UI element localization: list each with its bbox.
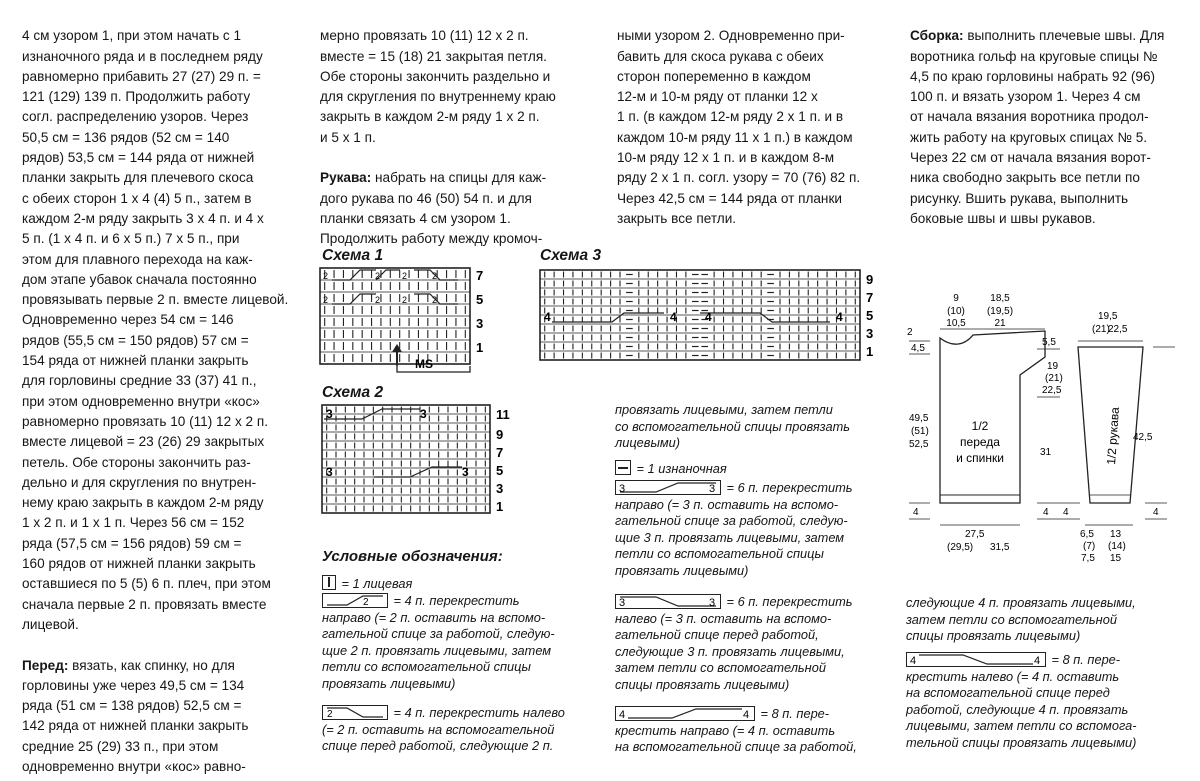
svg-text:13: 13 [1110, 529, 1122, 540]
scheme-2-row-1: 1 [496, 499, 504, 514]
svg-text:3: 3 [462, 465, 469, 479]
body-label-front: переда [960, 435, 1000, 449]
svg-text:22,5: 22,5 [1108, 324, 1128, 335]
scheme-2-row-3: 3 [496, 481, 504, 496]
text-column-2 [320, 6, 590, 250]
svg-text:2: 2 [432, 271, 438, 281]
cable-4-left-icon [322, 705, 388, 720]
legend-cross-4-left: 2 = 4 п. перекрестить налево (= 2 п. оставить на вспомогательной спице перед работой, следующие 2 п. [322, 705, 565, 754]
purl-symbol-icon [615, 460, 631, 475]
sleeves-instructions: набрать на спицы для каж- дого рукава по 46 (50) 54 п. и для планки связать 4 см узором 1. Продолжить работу между кромоч- [320, 170, 547, 247]
svg-text:(29,5): (29,5) [947, 542, 974, 553]
front-heading: Перед: [22, 657, 69, 673]
legend-cross-4-left-cont: провязать лицевыми, затем петли со вспомогательной спицы провязать лицевыми) [615, 402, 850, 451]
text-column-1 [22, 6, 304, 777]
svg-text:10,5: 10,5 [946, 318, 966, 329]
scheme-3-row-7: 7 [866, 290, 874, 305]
svg-text:15: 15 [1110, 553, 1122, 564]
scheme-2-row-11: 11 [496, 407, 510, 422]
svg-text:7,5: 7,5 [1081, 553, 1095, 564]
scheme-3-row-3: 3 [866, 326, 874, 341]
scheme-2-row-7: 7 [496, 445, 504, 460]
svg-text:3: 3 [619, 483, 626, 495]
front-continuation: мерно провязать 10 (11) 12 х 2 п. вместе = 15 (18) 21 закрытая петля. Обе стороны закончить раздельно и для скругления по внутреннему краю закрыть в каждом 2-м ряду 1 х 2 п. и 5 х 1 п. [320, 28, 556, 145]
scheme-3-row-1: 1 [866, 344, 874, 359]
svg-text:(19,5): (19,5) [986, 306, 1014, 317]
svg-text:(21): (21) [1045, 373, 1063, 384]
scheme-3-chart [540, 270, 885, 365]
legend-cross-6-right: 3 3 = 6 п. перекрестить направо (= 3 п. оставить на вспомо- гательной спице за работой, следую- щие 3 п. провязать лицевыми, затем петли со вспомогательной спицы провязать лицевыми) [615, 480, 853, 578]
svg-text:(51): (51) [911, 426, 929, 437]
svg-text:3: 3 [709, 483, 716, 495]
scheme-2-row-9: 9 [496, 427, 504, 442]
cable-8-left-icon [906, 652, 1046, 667]
scheme-2-chart [322, 405, 522, 520]
svg-text:31: 31 [1040, 447, 1052, 458]
scheme-1-row-3: 3 [476, 316, 484, 331]
svg-text:2: 2 [432, 295, 438, 305]
svg-text:6,5: 6,5 [1080, 529, 1094, 540]
svg-text:(7): (7) [1083, 541, 1096, 552]
legend-cross-4-right: 2 = 4 п. перекрестить направо (= 2 п. оставить на вспомо- гательной спице за работой, следую- щие 2 п. провязать лицевыми, затем петли со вспомогательной спицы провязать лицевыми) [322, 593, 555, 691]
svg-text:(21): (21) [1092, 324, 1110, 335]
svg-text:3: 3 [619, 597, 626, 609]
svg-text:4: 4 [910, 655, 917, 667]
sleeves-heading: Рукава: [320, 170, 372, 186]
front-instructions: вязать, как спинку, но для горловины уже через 49,5 см = 134 ряда (51 см = 138 рядов) 52,5 см = 142 ряда от нижней планки закрыть средние 25 (29) 33 п., при этом одновременно внутри «кос» равно- [22, 657, 249, 774]
knit-symbol-icon [322, 575, 336, 590]
sleeve-label: 1/2 рукава [1104, 406, 1123, 466]
assembly-heading: Сборка: [910, 28, 964, 44]
legend-cross-8-left: 4 4 = 8 п. пере- крестить налево (= 4 п. оставить на вспомогательной спице перед работой, следующие 4 п. провязать лицевыми, затем петли со вспомога- тельной спицы провязать лицевыми) [906, 652, 1137, 750]
scheme-1-row-1: 1 [476, 340, 484, 355]
scheme-3-row-9: 9 [866, 272, 874, 287]
svg-text:4: 4 [836, 310, 843, 324]
svg-text:42,5: 42,5 [1133, 432, 1153, 443]
svg-text:52,5: 52,5 [909, 439, 929, 450]
arrow-up-icon [392, 344, 402, 352]
back-instructions: 4 см узором 1, при этом начать с 1 изнаночного ряда и в последнем ряду равномерно прибавить 27 (27) 29 п. = 121 (129) 139 п. Продолжить работу согл. распределению узоров. Через 50,5 см = 136 рядов (52 см = 140 рядов) 53,5 см = 144 ряда от нижней планки закрыть для плечевого скоса с обеих сторон 1 х 4 (4) 5 п., затем в каждом 2-м ряду закрыть 3 х 4 п. и 4 х 5 п. (1 х 4 п. и 6 х 5 п.) 7 х 5 п., при этом для плавного перехода на каж- дом этапе убавок сначала постоянно провязывать первые 2 п. вместе лицевой. Одновременно через 54 см = 146 рядов (55,5 см = 150 рядов) 57 см = 154 ряда от нижней планки закрыть для горловины средние 33 (37) 41 п., при этом одновременно внутри «кос» равномерно провязать 10 (11) 12 х 2 п. вместе лицевой = 23 (26) 29 закрытых петель. Обе стороны закончить раз- дельно и для скругления по внутрен- нему краю закрыть в каждом 2-м ряду 1 х 2 п. и 1 х 1 п. Через 56 см = 152 ряда (57,5 см = 156 рядов) 59 см = 160 рядов от нижней планки закрыть оставшиеся по 5 (5) 6 п. плеч, при этом сначала первые 2 п. провязать вместе лицевой. [22, 28, 289, 632]
cable-4-right-icon [322, 593, 388, 608]
svg-text:22,5: 22,5 [1042, 385, 1062, 396]
svg-text:4: 4 [913, 507, 919, 518]
legend-knit: = 1 лицевая [322, 575, 592, 593]
legend-cross-8-right: 4 4 = 8 п. пере- крестить направо (= 4 п. оставить на вспомогательной спице за работой, [615, 706, 857, 755]
cable-6-left-icon [615, 594, 721, 609]
svg-text:18,5: 18,5 [990, 293, 1010, 304]
svg-text:2: 2 [323, 271, 329, 281]
scheme-1-chart [320, 268, 510, 378]
text-column-3 [617, 6, 887, 229]
svg-text:4: 4 [670, 310, 677, 324]
svg-text:3: 3 [326, 465, 333, 479]
text-column-4 [910, 6, 1182, 229]
svg-text:4: 4 [1043, 507, 1049, 518]
cable-6-right-icon [615, 480, 721, 495]
svg-text:4: 4 [1063, 507, 1069, 518]
legend-purl: = 1 изнаночная [615, 460, 890, 478]
svg-text:2: 2 [327, 709, 333, 720]
svg-text:2: 2 [363, 597, 369, 608]
legend-cross-8-right-cont: следующие 4 п. провязать лицевыми, затем петли со вспомогательной спицы провязать лицевыми) [906, 595, 1136, 644]
svg-text:4: 4 [1034, 655, 1041, 667]
svg-text:(14): (14) [1108, 541, 1126, 552]
cable-8-right-icon [615, 706, 755, 721]
svg-text:3: 3 [709, 597, 716, 609]
svg-text:19,5: 19,5 [1098, 311, 1118, 322]
legend-cross-6-left: 3 3 = 6 п. перекрестить налево (= 3 п. оставить на вспомо- гательной спице перед работой, следующие 3 п. провязать лицевыми, затем петли со вспомогательной спицы провязать лицевыми) [615, 594, 853, 692]
svg-text:4: 4 [619, 709, 626, 721]
svg-text:27,5: 27,5 [965, 529, 985, 540]
svg-text:4: 4 [743, 709, 750, 721]
svg-text:19: 19 [1047, 361, 1059, 372]
svg-text:2: 2 [402, 271, 408, 281]
svg-text:4: 4 [705, 310, 712, 324]
svg-text:9: 9 [953, 293, 959, 304]
svg-text:4: 4 [1153, 507, 1159, 518]
scheme-2-title: Схема 2 [322, 384, 384, 401]
scheme-3-title: Схема 3 [540, 247, 602, 264]
sleeves-continuation: ными узором 2. Одновременно при- бавить для скоса рукава с обеих сторон попеременно в каждом 12-м и 10-м ряду от планки 12 х 1 п. (в каждом 12-м ряду 2 х 1 п. и в каждом 10-м ряду 11 х 1 п.) в каждом 10-м ряду 12 х 1 п. и в каждом 8-м ряду 2 х 1 п. согл. узору = 70 (76) 82 п. Через 42,5 см = 144 ряда от планки закрыть все петли. [617, 28, 861, 226]
svg-text:21: 21 [994, 318, 1006, 329]
svg-text:31,5: 31,5 [990, 542, 1010, 553]
scheme-1-row-7: 7 [476, 268, 484, 283]
svg-text:2: 2 [402, 295, 408, 305]
svg-text:5,5: 5,5 [1042, 337, 1056, 348]
svg-text:2: 2 [907, 327, 913, 338]
scheme-3-row-5: 5 [866, 308, 874, 323]
body-label-half: 1/2 [971, 419, 989, 433]
ms-mark: MS [415, 357, 433, 371]
svg-text:(10): (10) [947, 306, 965, 317]
scheme-1-row-5: 5 [476, 292, 484, 307]
svg-text:3: 3 [420, 407, 427, 421]
garment-pattern-diagram [895, 285, 1195, 585]
legend-title: Условные обозначения: [322, 548, 503, 565]
svg-text:49,5: 49,5 [909, 413, 929, 424]
svg-text:2: 2 [323, 295, 329, 305]
svg-text:4: 4 [544, 310, 551, 324]
assembly-instructions: выполнить плечевые швы. Для воротника гольф на круговые спицы № 4,5 по краю горловины набрать 92 (96) 100 п. и вязать узором 1. Через 4 см от начала вязания воротника продол- жить работу на круговых спицах № 5. Через 22 см от начала вязания ворот- ника свободно закрыть все петли по рисунку. Вшить рукава, выполнить боковые швы и швы рукавов. [910, 28, 1165, 226]
svg-text:4,5: 4,5 [911, 343, 925, 354]
svg-text:2: 2 [375, 295, 381, 305]
scheme-1-title: Схема 1 [322, 247, 384, 264]
svg-text:3: 3 [326, 407, 333, 421]
scheme-2-row-5: 5 [496, 463, 504, 478]
body-label-back: и спинки [956, 451, 1004, 465]
front-back-outline [940, 331, 1045, 503]
svg-text:2: 2 [375, 271, 381, 281]
